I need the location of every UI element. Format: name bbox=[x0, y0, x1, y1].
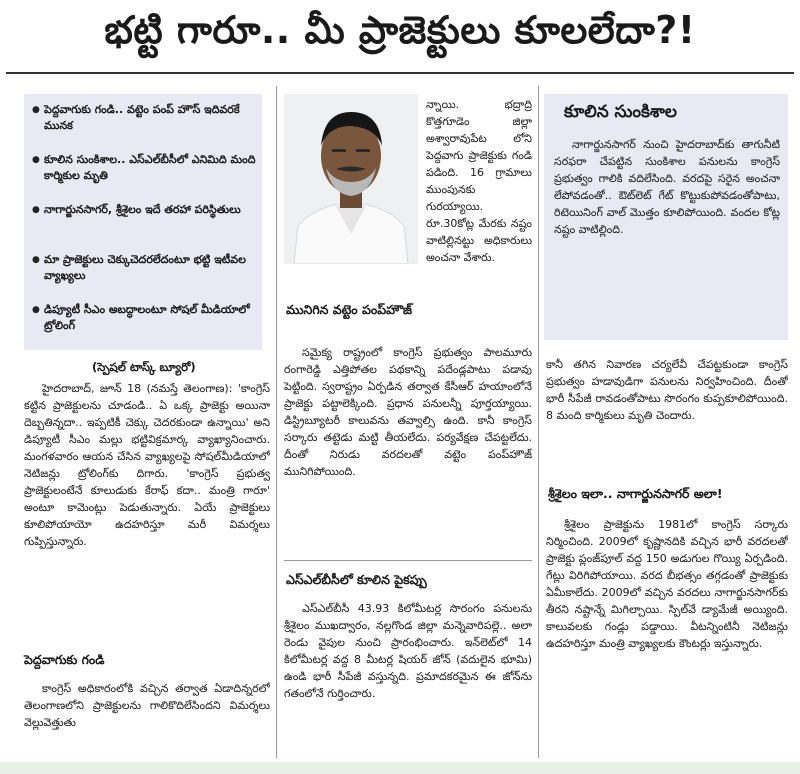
section-divider bbox=[284, 560, 532, 561]
sidebox-title: కూలిన సుంకిశాల bbox=[564, 102, 677, 122]
col3-para2 bbox=[546, 516, 788, 760]
col2-intro-wrap bbox=[426, 96, 532, 266]
col1-paragraph: కాంగ్రెస్ అధికారంలోకి వచ్చిన తర్వాత ఏడాదిన్నరలో తెలంగాణలోని ప్రాజెక్టులను గాలికొదిలేసిందని విమర్శలు వెల్లువెత్తుతు bbox=[24, 682, 270, 729]
bullet-item: ● నాగార్జునసాగర్, శ్రీశైలం ఇదే తరహా పరిస్థితులు bbox=[32, 202, 270, 218]
col2-paragraph: సమైక్య రాష్ట్రంలో కాంగ్రెస్ ప్రభుత్వం పాలమూరు రంగారెడ్డి ఎత్తిపోతల పథకాన్ని పదేండ్లపాటు పడావు పెట్టింది. స్వరాష్ట్రం ఏర్పడిన తర్వాత కేసీఆర్ హయాంలోనే ప్రాజెక్టు పట్టాలెక్కింది. ప్రధాన పనులన్నీ పూర్తయ్యాయి. డిస్ట్రిబ్యూటరీ కాలువను తవ్వాల్సి ఉంది. కానీ కాంగ్రెస్ సర్కారు తట్టెడు మట్టి తీయలేదు. పర్యవేక్షణ చేపట్టలేదు. దీంతో నిరుడు వరదలతో వట్టెం పంప్‌హౌజ్ మునిగిపోయింది. bbox=[284, 346, 532, 478]
sunkishala-box bbox=[544, 94, 788, 340]
bullet-item: ● మా ప్రాజెక్టులు చెక్కుచెదరలేదంటూ భట్టి ఇటీవల వ్యాఖ్యలు bbox=[32, 252, 270, 284]
bullet-box bbox=[24, 94, 262, 350]
col1-paragraph: హైదరాబాద్, జూన్ 18 (నమస్తే తెలంగాణ): 'కాంగ్రెస్ కట్టిన ప్రాజెక్టులను చూడండి.. ఏ ఒక్క ప్రాజెక్టు అయినా దెబ్బతిన్నదా.. ఇప్పటికీ చెక్కు చెదరకుండా ఉన్నాయి' అని డిప్యూటీ సీఎం మల్లు భట్టివిక్రమార్క వ్యాఖ్యానించారు. మంగళవారం ఆయన చేసిన వ్యాఖ్యలపై సోషల్‌మీడియాలో నెటిజన్లు ట్రోలింగ్‌కు దిగారు. 'కాంగ్రెస్ ప్రభుత్వ ప్రాజెక్టులంటేనే కూలుడుకు కేరాఫ్ కదా.. మంత్రి గారూ' అంటూ కామెంట్లు పెడుతున్నారు. ఏయే ప్రాజెక్టులు కూలిపోయాయో ఉదహరిస్తూ మరీ విమర్శలు గుప్పిస్తున్నారు. bbox=[24, 382, 270, 548]
col1-para2 bbox=[24, 680, 270, 760]
byline: (స్పెషల్ టాస్క్ బ్యూరో) bbox=[92, 360, 196, 374]
portrait-image bbox=[284, 94, 418, 264]
col2-intro: న్నాయి. భద్రాద్రి కొత్తగూడెం జిల్లా అశ్వారావుపేట లోని పెద్దవాగు ప్రాజెక్టుకు గండి పడింది. 16 గ్రామాలు ముంపునకు గురయ్యాయి. రూ.30కోట్ల మేరకు నష్టం వాటిల్లినట్టు అధికారులు అంచనా వేశారు. bbox=[426, 98, 532, 264]
deputy-cm-photo bbox=[284, 94, 418, 264]
headline: భట్టి గారూ.. మీ ప్రాజెక్టులు కూలలేదా?! bbox=[104, 8, 696, 52]
col2-paragraph: ఎస్ఎల్‌బీసీ 43.93 కిలోమీటర్ల సొరంగం పనులను శ్రీశైలం ముఖద్వారం, నల్లగొండ జిల్లా మన్నెవారిపల్లె.. అలా రెండు వైపుల నుంచి ప్రారంభించారు. ఇన్‌లెట్‌లో 14 కిలోమీటర్ల వద్ద 8 మీటర్ల షియర్ జోన్ (వదులైన భూమి) ఉండి భారీ సీపేజీ వస్తున్నది. ప్రమాదకరమైన ఈ జోన్‌ను గతంలోనే గుర్తించారు. bbox=[284, 602, 532, 700]
headline-rule bbox=[6, 72, 794, 74]
col3-paragraph: కానీ తగిన నివారణ చర్యలేవీ చేపట్టకుండా కాంగ్రెస్ ప్రభుత్వం హడావుడిగా పనులను నిర్వహించింది. దీంతో భారీ సీపేజీ రావడంతోపాటు సొరంగం కుప్పకూలిపోయింది. 8 మంది కార్మికులు మృతి చెందారు. bbox=[546, 358, 788, 422]
column-divider bbox=[276, 86, 277, 758]
col2-subheading-1: మునిగిన వట్టెం పంప్‌హౌజ్ bbox=[286, 302, 413, 317]
col2-para1 bbox=[284, 344, 532, 550]
bullet-item: ● డిప్యూటీ సీఎం అబద్ధాలంటూ సోషల్ మీడియాలో ట్రోలింగ్ bbox=[32, 302, 270, 334]
col1-subheading: పెద్దవాగుకు గండి bbox=[24, 652, 105, 667]
col2-subheading-2: ఎస్ఎల్‌బీసీలో కూలిన పైకప్పు bbox=[286, 572, 427, 587]
col3-para1 bbox=[546, 356, 788, 466]
col2-para2 bbox=[284, 600, 532, 760]
col3-paragraph: శ్రీశైలం ప్రాజెక్టును 1981లో కాంగ్రెస్ సర్కారు నిర్మించింది. 2009లో కృష్ణానదికి వచ్చిన భారీ వరదలతో ప్రాజెక్టు ప్లంజ్‌పూల్ వద్ద 150 అడుగుల గొయ్యి ఏర్పడింది. గేట్లు విరిగిపోయాయి. వరద బీభత్సం తగ్గడంతో ప్రాజెక్టుకు ఏమీకాలేదు. 2009లో వచ్చిన వరదలు నాగార్జునసాగర్‌కు తీరని నష్టాన్నే మిగిల్చాయి. స్పిల్‌వే డ్యామేజీ అయ్యింది. కాలువలకు గండ్లు పడ్డాయి. వీటన్నింటినీ నెటిజన్లు ఉదహరిస్తూ మంత్రి వ్యాఖ్యలకు కౌంటర్లు ఇస్తున్నారు. bbox=[546, 518, 788, 650]
footer-band bbox=[0, 762, 800, 774]
col1-para1 bbox=[24, 380, 270, 624]
column-divider bbox=[538, 86, 539, 758]
bullet-item: ● కూలిన సుంకిశాల.. ఎస్ఎల్‌బీసీలో ఎనిమిది మంది కార్మికుల మృతి bbox=[32, 152, 270, 184]
bullet-item: ● పెద్దవాగుకు గండి.. వట్టెం పంప్ హౌస్ ఇదివరకే మునక bbox=[32, 102, 270, 134]
sidebox-body bbox=[554, 136, 780, 238]
sidebox-paragraph: నాగార్జునసాగర్ నుంచి హైదరాబాద్‌కు తాగునీటి సరఫరా చేపట్టిన సుంకిశాల పనులను కాంగ్రెస్ ప్రభుత్వం గాలికి వదిలేసింది. వరదపై సరైన అంచనా లేపోవడంతో.. ఔట్‌లెట్ గేట్ కొట్టుకుపోవడంతోపాటు, రిటెయినింగ్ వాల్ మొత్తం కూలిపోయింది. వందల కోట్ల నష్టం వాటిల్లింది. bbox=[554, 138, 780, 236]
col3-subheading: శ్రీశైలం ఇలా.. నాగార్జునసాగర్ అలా! bbox=[548, 486, 723, 501]
